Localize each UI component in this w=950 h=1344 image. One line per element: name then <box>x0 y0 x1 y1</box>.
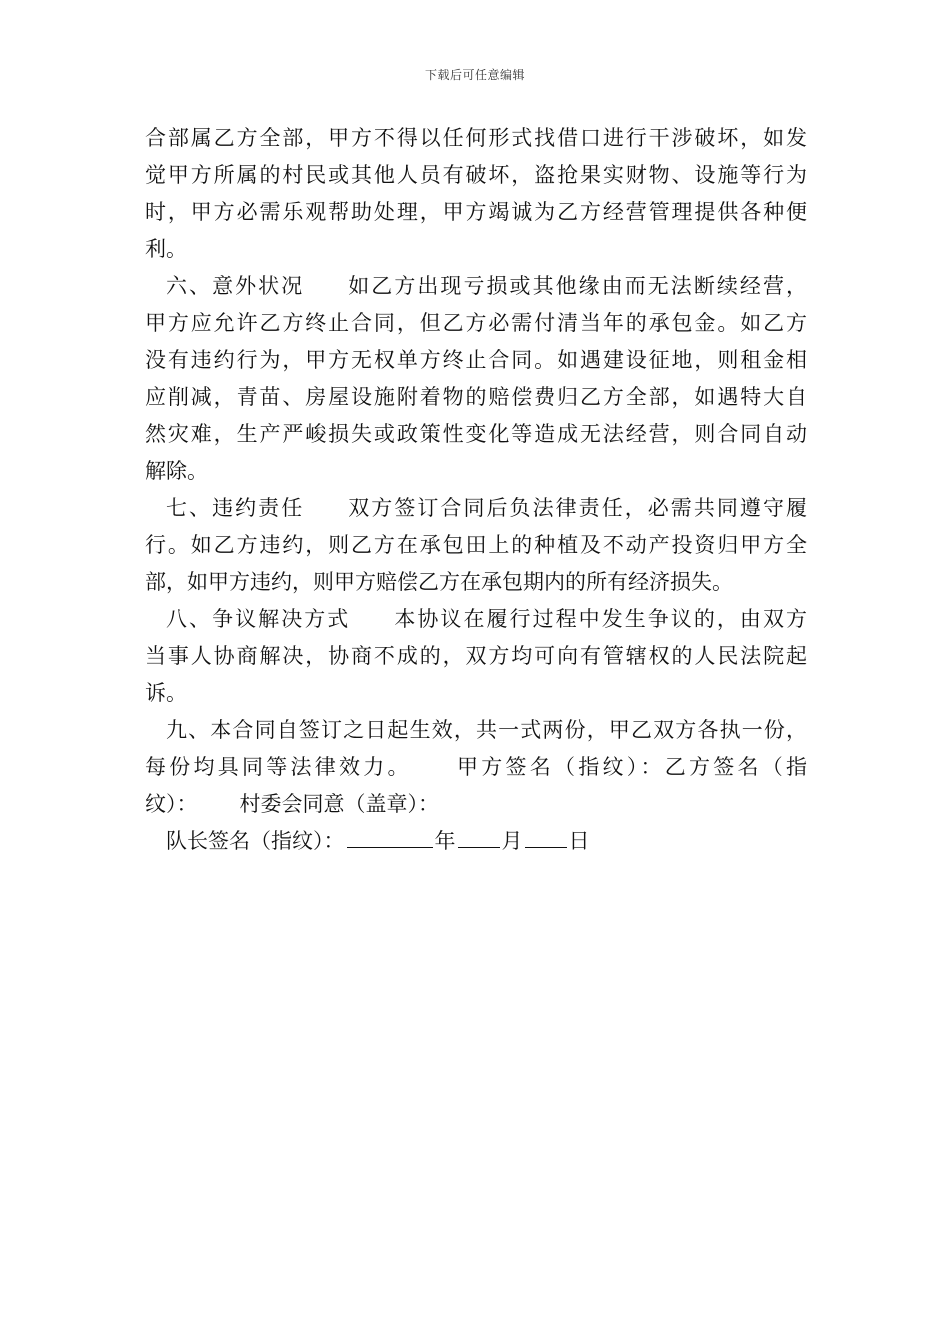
section-9-first-line: 九、本合同自签订之日起生效，共一式两份，甲乙双方各执一份， <box>166 718 807 742</box>
paragraph-line: 部，如甲方违约，则甲方赔偿乙方在承包期内的所有经济损失。 <box>145 570 733 594</box>
paragraph-line: 时，甲方必需乐观帮助处理，甲方竭诚为乙方经营管理提供各种便 <box>145 200 807 224</box>
paragraph-line: 利。 <box>145 237 187 261</box>
section-6-text: 如乙方出现亏损或其他缘由而无法断续经营， <box>346 274 808 298</box>
paragraph-line: 行。如乙方违约，则乙方在承包田上的种植及不动产投资归甲方全 <box>145 533 807 557</box>
paragraph-line: 甲方应允许乙方终止合同，但乙方必需付清当年的承包金。如乙方 <box>145 311 807 335</box>
section-6-heading: 六、意外状况 <box>166 274 305 298</box>
party-b-signature-label: 乙方签名（指 <box>664 755 807 779</box>
section-9-signature-line <box>145 749 807 786</box>
section-7-text: 双方签订合同后负法律责任，必需共同遵守履 <box>346 496 808 520</box>
contract-body <box>145 120 807 860</box>
paragraph-line: 当事人协商解决，协商不成的，双方均可向有管辖权的人民法院起 <box>145 644 807 668</box>
day-label: 日 <box>568 829 590 853</box>
village-committee-label: 村委会同意（盖章）： <box>239 792 439 816</box>
section-8-text: 本协议在履行过程中发生争议的，由双方 <box>392 607 808 631</box>
month-label: 月 <box>501 829 523 853</box>
section-9-village-line <box>145 786 807 823</box>
party-a-signature-label: 甲方签名（指纹）： <box>453 755 665 779</box>
paragraph-line: 解除。 <box>145 459 208 483</box>
day-blank[interactable] <box>525 825 567 848</box>
year-blank[interactable] <box>347 825 433 848</box>
section-7-heading: 七、违约责任 <box>166 496 305 520</box>
paragraph-line: 然灾难，生产严峻损失或政策性变化等造成无法经营，则合同自动 <box>145 422 807 446</box>
paragraph-line: 应削减，青苗、房屋设施附着物的赔偿费归乙方全部，如遇特大自 <box>145 385 807 409</box>
paragraph-line: 合部属乙方全部，甲方不得以任何形式找借口进行干涉破坏，如发 <box>145 126 807 150</box>
leader-signature-label: 队长签名（指纹）： <box>166 829 345 853</box>
effect-clause: 每份均具同等法律效力。 <box>145 755 412 779</box>
page-header: 下载后可任意编辑 <box>424 68 525 82</box>
month-blank[interactable] <box>458 825 500 848</box>
paragraph-line: 觉甲方所属的村民或其他人员有破坏，盗抢果实财物、设施等行为 <box>145 163 807 187</box>
section-8-heading: 八、争议解决方式 <box>166 607 351 631</box>
party-b-signature-label-cont: 纹）： <box>145 792 198 816</box>
year-label: 年 <box>434 829 456 853</box>
section-8-first-line <box>145 601 807 638</box>
section-6-first-line <box>145 268 807 305</box>
paragraph-line: 没有违约行为，甲方无权单方终止合同。如遇建设征地，则租金相 <box>145 348 807 372</box>
section-7-first-line <box>145 490 807 527</box>
leader-signature-line <box>145 823 807 860</box>
paragraph-line: 诉。 <box>145 681 187 705</box>
